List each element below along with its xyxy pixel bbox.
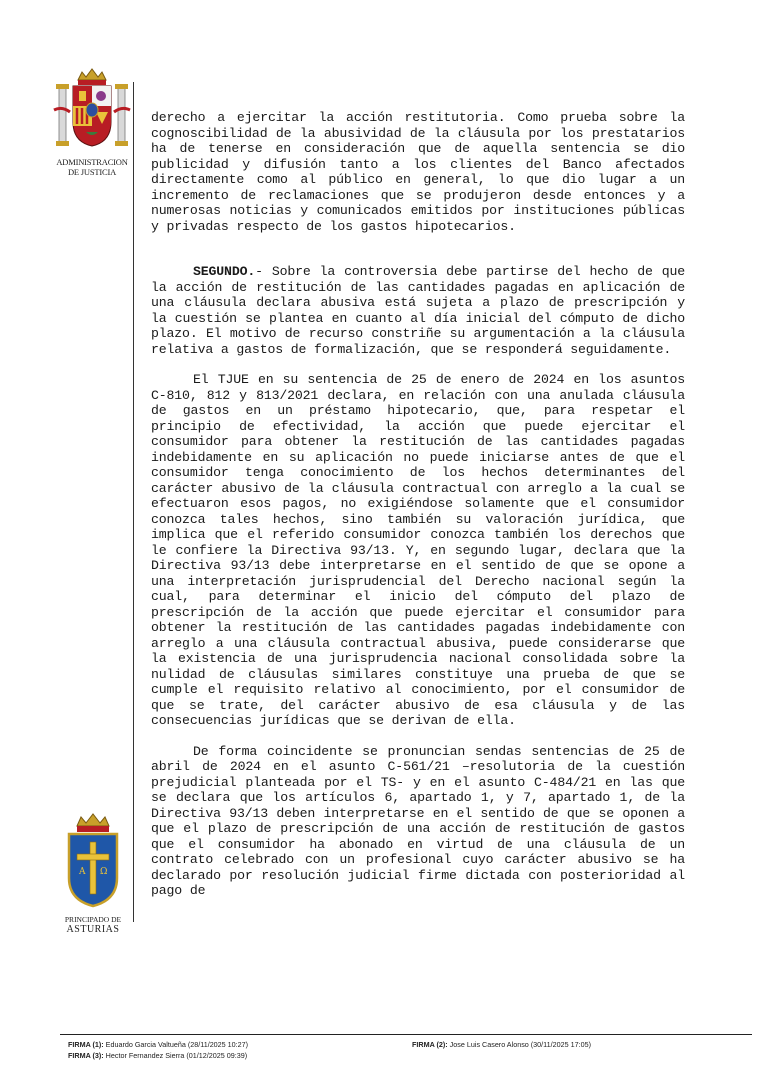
logo-caption-line2: DE JUSTICIA [67,167,117,177]
logo-caption-line1: ADMINISTRACION [56,157,128,167]
asturias-coat-of-arms-icon [65,812,121,908]
signature-1-value: Eduardo Garcia Valtueña (28/11/2025 10:27) [105,1040,249,1049]
paragraph-2-text: - Sobre la controversia debe partirse del hecho de que la acción de restitución de las cantidades pagadas en aplicación de una cláusula declara abusiva está sujeta a plazo de prescripción y la cuestión se plantea en cuanto al día inicial del cómputo de dicho plazo. El motivo de recurso constriñe su argumentación a la cláusula relativa a gastos de formalización, que se responderá seguidamente. [151,264,685,357]
document-body [151,110,685,914]
signature-2-label: FIRMA (2): [412,1040,448,1049]
principado-asturias-logo [58,812,128,935]
paragraph-1: derecho a ejercitar la acción restitutoria. Como prueba sobre la cognoscibilidad de la abusividad de la cláusula por los prestatarios ha de tenerse en consideración que de aquella sentencia se dio publicidad y difusión tanto a los clientes del Banco afectados directamente como al público en general, lo que dio lugar a un incremento de reclamaciones que se produjeron desde entonces y a numerosas noticias y comunicados emitidos por instituciones públicas y privadas respecto de los gastos hipotecarios. [151,110,685,234]
signature-2-value: Jose Luis Casero Alonso (30/11/2025 17:05) [449,1040,591,1049]
paragraph-3: El TJUE en su sentencia de 25 de enero de 2024 en los asuntos C-810, 812 y 813/2021 declara, en relación con una anulada cláusula de gastos en un préstamo hipotecario, que, para respetar el principio de efectividad, la acción que puede ejercitar el consumidor para obtener la restitución de las cantidades pagadas indebidamente en su aplicación no puede iniciarse antes de que el consumidor tenga conocimiento de los hechos determinantes del carácter abusivo de la cláusula contractual con arreglo a la cual se efectuaron esos pagos, no exigiéndose solamente que el consumidor conozca tales hechos, sino también su valoración jurídica, que implica que el referido consumidor conozca también los derechos que le confiere la Directiva 93/13. Y, en segundo lugar, declara que la Directiva 93/13 debe interpretarse en el sentido de que se opone a una interpretación jurisprudencial del Derecho nacional según la cual, para determinar el inicio del cómputo del plazo de prescripción de la acción que puede ejercitar el consumidor para obtener la restitución de las cantidades pagadas indebidamente con arreglo a una cláusula contractual abusiva, puede considerarse que la existencia de una jurisprudencia nacional consolidada sobre la nulidad de cláusulas similares constituye una prueba de que se cumple el requisito relativo al conocimiento, por el consumidor de que se trate, del carácter abusivo de esa cláusula y de las consecuencias jurídicas que se derivan de ella. [151,372,685,728]
svg-text:Ω: Ω [100,867,108,877]
spain-coat-of-arms-icon [50,66,134,150]
footer-rule [60,1034,752,1035]
asturias-caption-line1: PRINCIPADO DE [64,915,122,924]
paragraph-2 [151,264,685,357]
section-heading-segundo: SEGUNDO. [193,264,256,279]
administracion-justicia-logo [50,66,134,177]
asturias-caption-line2: ASTURIAS [66,924,120,935]
paragraph-4: De forma coincidente se pronuncian sendas sentencias de 25 de abril de 2024 en el asunto C-561/21 –resolutoria de la cuestión prejudicial planteada por el TS- y en el asunto C-484/21 en las que se declara que los artículos 6, apartado 1, y 7, apartado 1, de la Directiva 93/13 deben interpretarse en el sentido de que se oponen a que el plazo de prescripción de una acción de restitución de gastos que el consumidor ha abonado en virtud de una cláusula de un contrato celebrado con un profesional cuyo carácter abusivo se ha declarado por resolución judicial firme dictada con posterioridad al pago de [151,743,685,898]
signature-1 [68,1040,248,1049]
margin-rule [133,82,134,922]
signature-3-label: FIRMA (3): [68,1051,104,1060]
signature-3 [68,1051,247,1060]
signature-1-label: FIRMA (1): [68,1040,104,1049]
svg-text:A: A [79,867,86,877]
signature-2 [412,1040,591,1049]
signature-3-value: Hector Fernandez Sierra (01/12/2025 09:39) [105,1051,248,1060]
